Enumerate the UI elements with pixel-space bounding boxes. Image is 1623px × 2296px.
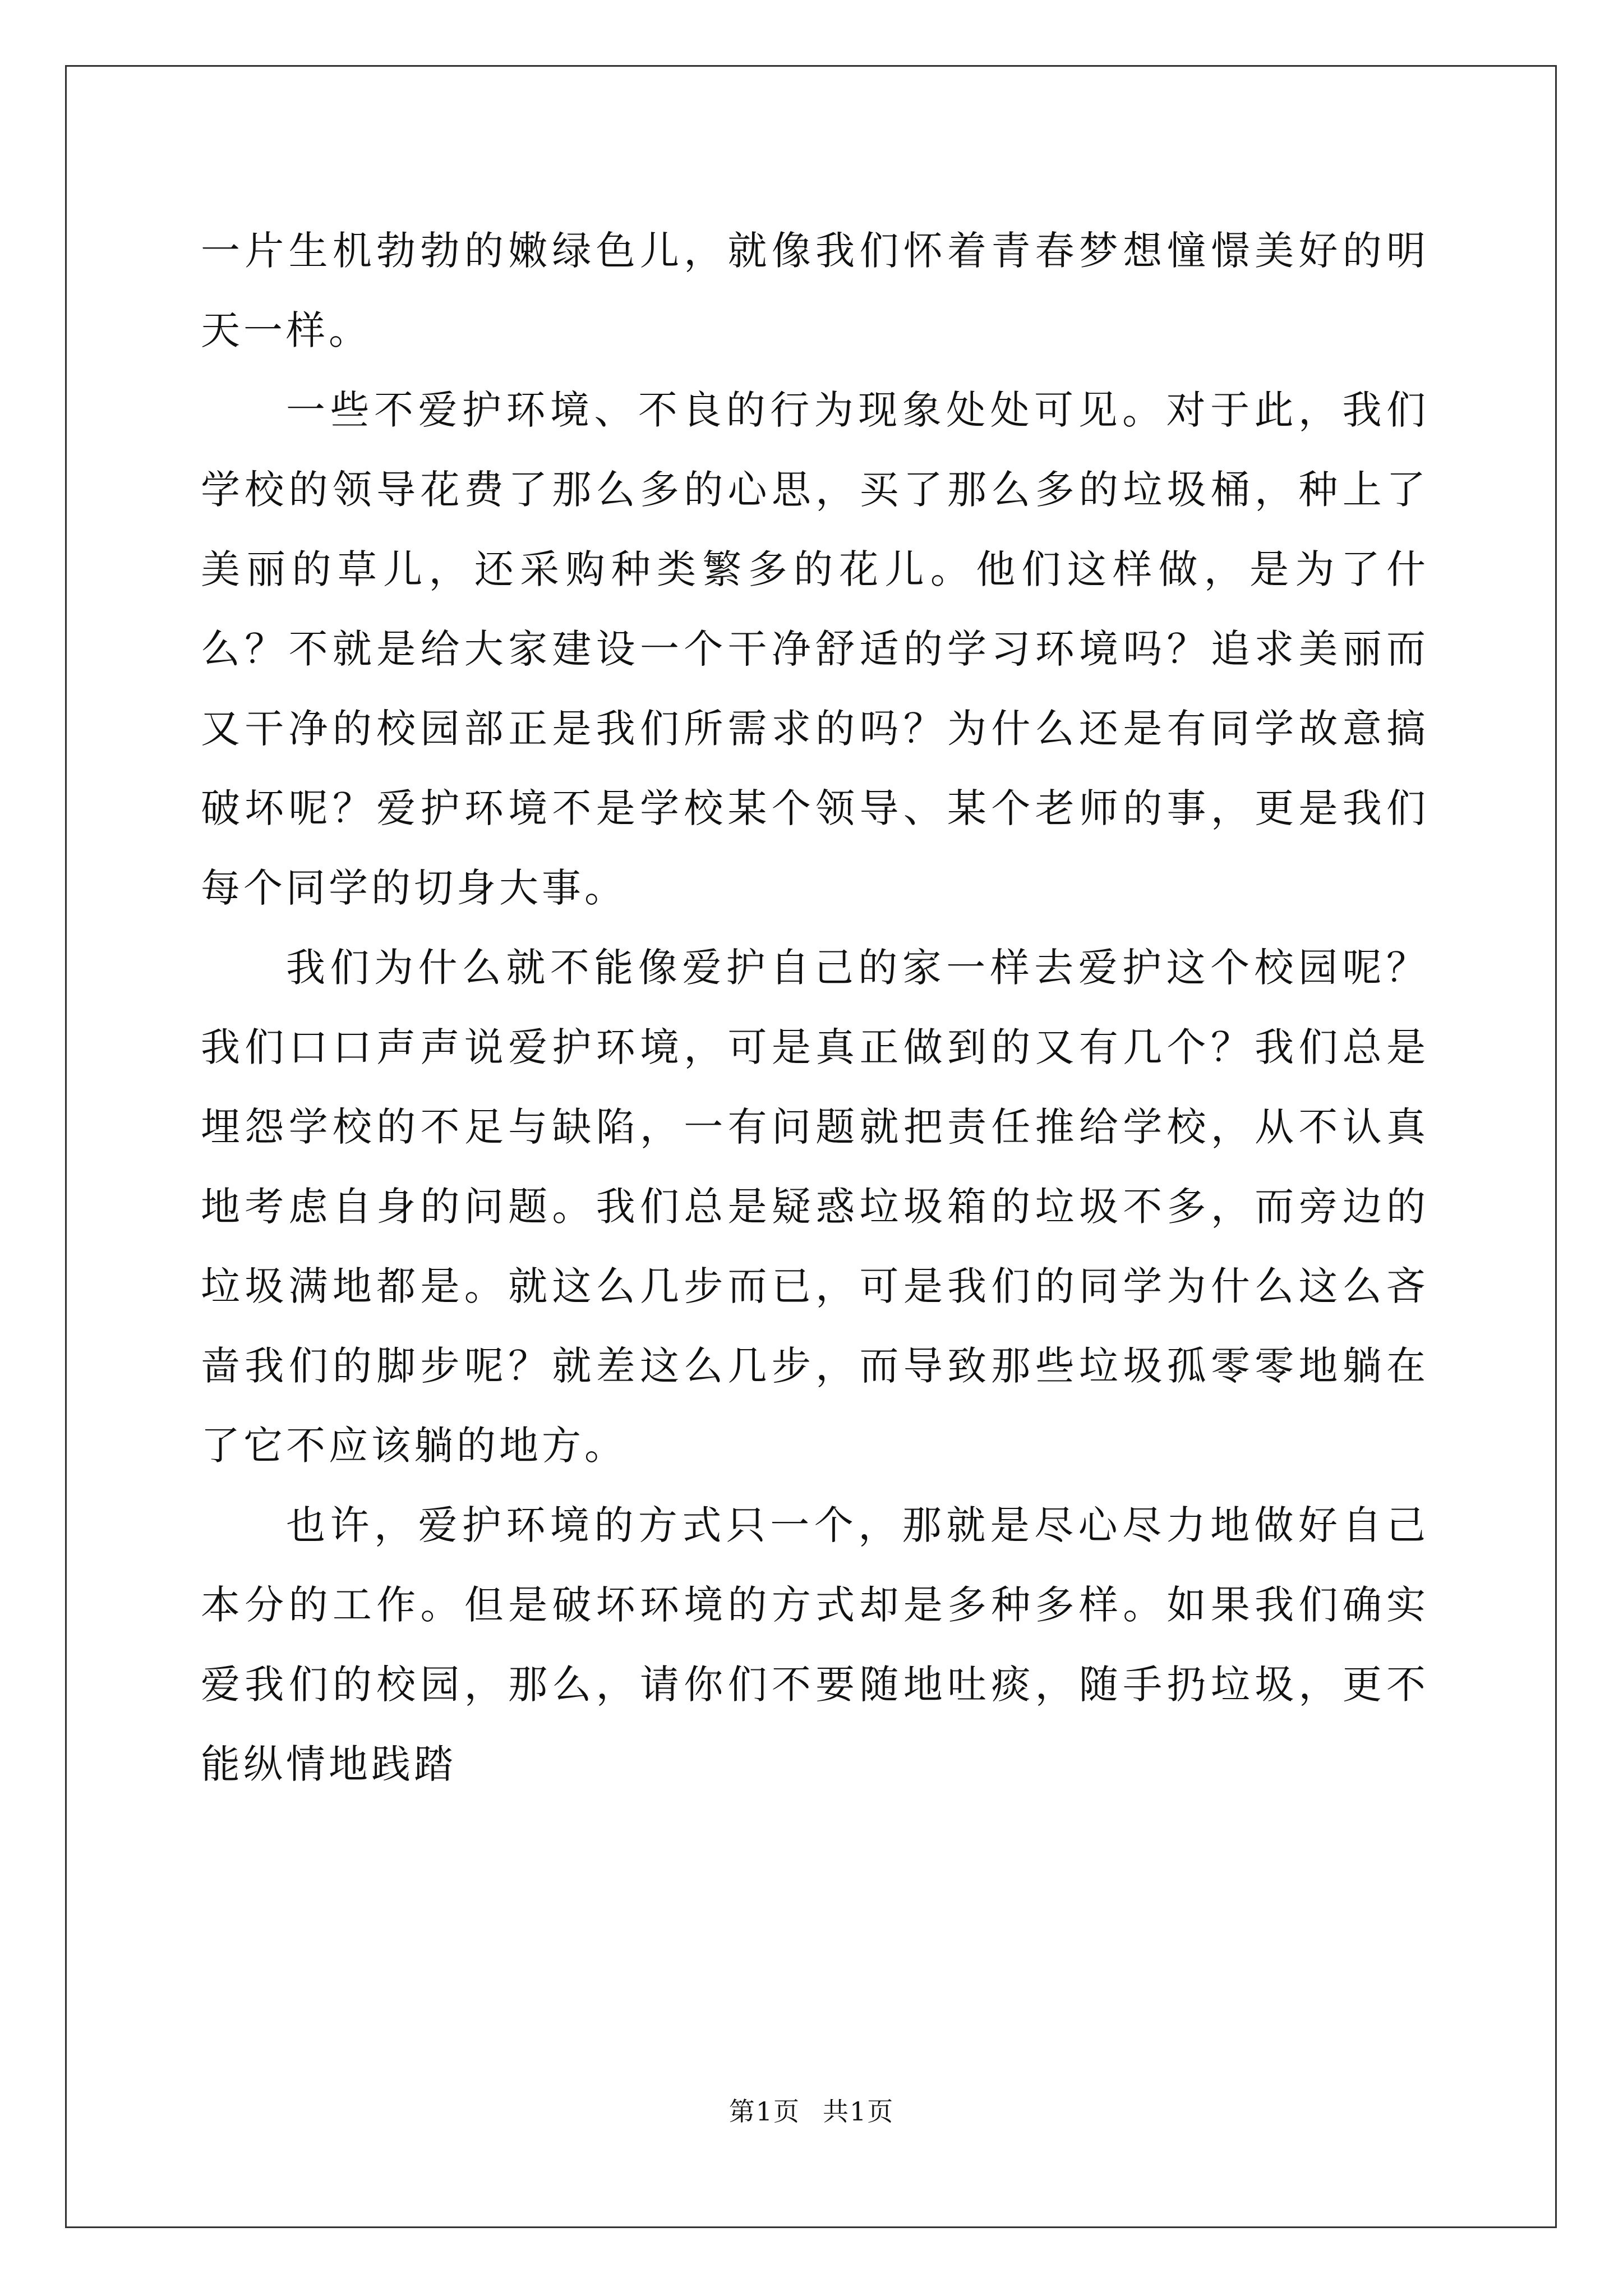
page-total: 共1页 (823, 2096, 895, 2127)
page-footer (0, 2095, 1623, 2128)
document-body (201, 211, 1429, 1804)
paragraph-1: 一片生机勃勃的嫩绿色儿，就像我们怀着青春梦想憧憬美好的明天一样。 (201, 228, 1429, 353)
paragraph-3: 我们为什么就不能像爱护自己的家一样去爱护这个校园呢？我们口口声声说爱护环境，可是真正做到的又有几个？我们总是埋怨学校的不足与缺陷，一有问题就把责任推给学校，从不认真地考虑自身的问题。我们总是疑惑垃圾箱的垃圾不多，而旁边的垃圾满地都是。就这么几步而已，可是我们的同学为什么这么吝啬我们的脚步呢？就差这么几步，而导致那些垃圾孤零零地躺在了它不应该躺的地方。 (201, 945, 1429, 1469)
paragraph-2: 一些不爱护环境、不良的行为现象处处可见。对于此，我们学校的领导花费了那么多的心思，买了那么多的垃圾桶，种上了美丽的草儿，还采购种类繁多的花儿。他们这样做，是为了什么？不就是给大家建设一个干净舒适的学习环境吗？追求美丽而又干净的校园部正是我们所需求的吗？为什么还是有同学故意搞破坏呢？爱护环境不是学校某个领导、某个老师的事，更是我们每个同学的切身大事。 (201, 387, 1429, 911)
page-number: 第1页 (728, 2096, 800, 2127)
paragraph-4: 也许，爱护环境的方式只一个，那就是尽心尽力地做好自己本分的工作。但是破坏环境的方式却是多种多样。如果我们确实爱我们的校园，那么，请你们不要随地吐痰，随手扔垃圾，更不能纵情地践踏 (201, 1502, 1429, 1787)
